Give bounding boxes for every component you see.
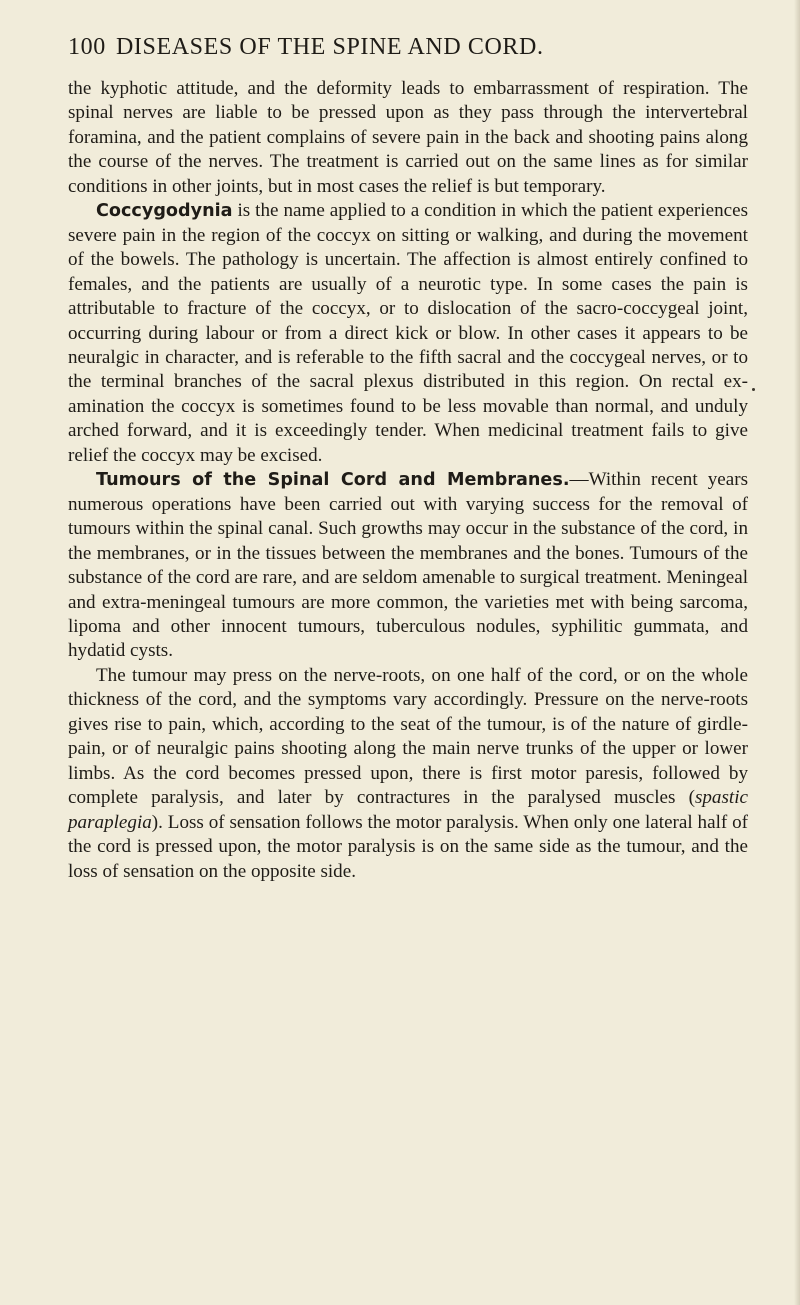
- paragraph-tumours: [68, 468, 748, 664]
- page-edge-shadow: [794, 0, 800, 1305]
- tumours-text: —Within recent years numerous operations have been carried out with varying success for the removal of tumours within the spinal canal. Such growths may occur in the substance of the cord, in the membranes, or in the tissues between the membranes and the bones. Tumours of the substance of the cord are rare, and are seldom amenable to surgical treatment. Meningeal and extra-meningeal tumours are more common, the varieties met with being sarcoma, lipoma and other innocent tumours, tuberculous nodules, syphilitic gummata, and hydatid cysts.: [68, 469, 749, 662]
- coccygodynia-text: is the name applied to a condition in which the patient experiences severe pain in the region of the coccyx on sitting or walking, and during the movement of the bowels. The pathology is uncertain. The affection is almost entirely confined to females, and the patients are usually of a neurotic type. In some cases the pain is attributable to fracture of the coccyx, or to dislocation of the sacro-coccygeal joint, occurring during labour or from a direct kick or blow. In other cases it appears to be neuralgic in character, and is referable to the fifth sacral and the coccygeal nerves, or to the terminal branches of the sacral plexus distributed in this region. On rectal ex-amination the coccyx is sometimes found to be less movable than normal, and unduly arched forward, and it is exceedingly tender. When medicinal treatment fails to give relief the coccyx may be excised.: [68, 200, 748, 466]
- chapter-title: DISEASES OF THE SPINE AND CORD.: [116, 34, 544, 60]
- paragraph-kyphosis: [68, 77, 748, 199]
- coccygodynia-heading: Coccygodynia: [96, 201, 233, 222]
- spastic-paraplegia-term: spastic paraplegia: [68, 787, 748, 833]
- tumour-symptoms-text-1: The tumour may press on the nerve-roots, on one half of the cord, or on the whole thickness of the cord, and the symptoms vary accordingly. Pressure on the nerve-roots gives rise to pain, which, according to the seat of the tumour, is of the nature of girdle-pain, or of neuralgic pains shooting along the main nerve trunks of the upper or lower limbs. As the cord becomes pressed upon, there is first motor paresis, followed by complete paralysis, and later by contractures in the paralysed muscles (: [68, 664, 748, 809]
- paragraph-coccygodynia: [68, 199, 748, 468]
- tumour-symptoms-text-2: ). Loss of sensation follows the motor paralysis. When only one lateral half of the cord is pressed upon, the motor paralysis is on the same side as the tumour, and the loss of sensation on the opposite side.: [68, 811, 748, 882]
- page-number: 100: [68, 34, 106, 60]
- paragraph-kyphosis-text: the kyphotic attitude, and the deformity leads to embarrassment of respiration. The spinal nerves are liable to be pressed upon as they pass through the intervertebral foramina, and the patient complains of severe pain in the back and shooting pains along the course of the nerves. The treatment is carried out on the same lines as for similar conditions in other joints, but in most cases the relief is but temporary.: [68, 78, 748, 197]
- body-text: [68, 77, 748, 884]
- tumours-heading: Tumours of the Spinal Cord and Membranes.: [96, 470, 570, 491]
- running-head: [68, 34, 748, 61]
- book-page: [68, 34, 748, 884]
- paragraph-tumour-symptoms: [68, 664, 748, 884]
- ink-speck: [752, 388, 755, 391]
